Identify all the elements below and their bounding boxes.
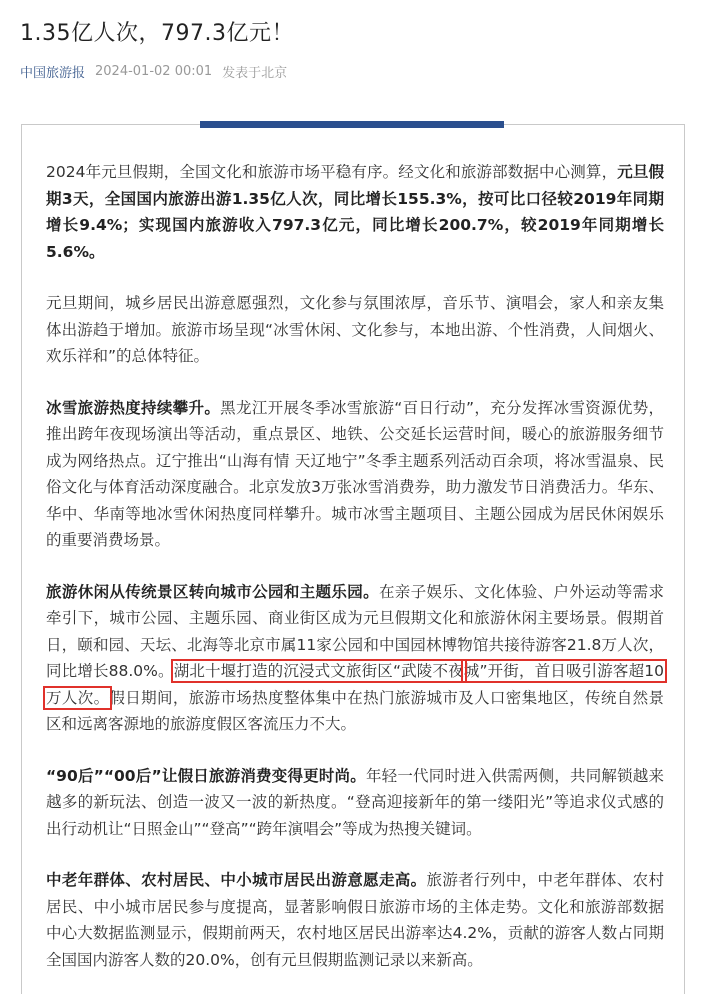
source-link[interactable]: 中国旅游报 (20, 66, 86, 81)
article-title: 1.35亿人次，797.3亿元！ (20, 21, 294, 46)
highlight-box-b: 城”开街，首日吸引游客超10万人次。 (46, 662, 664, 707)
frame-accent-bar (200, 121, 504, 128)
paragraph-4: 旅游休闲从传统景区转向城市公园和主题乐园。在亲子娱乐、文化体验、户外运动等需求牵引下，城市公园、主题乐园、商业街区成为元旦假期文化和旅游休闲主要场景。假期首日，颐和园、天坛、北海等北京市属11家公园和中国园林博物馆共接待游客21.8万人次，同比增长88.0%。湖北十堰打造的沉浸式文旅街区“武陵不夜城”开街，首日吸引游客超10万人次。假日期间，旅游市场热度整体集中在热门旅游城市及人口密集地区，传统自然景区和远离客源地的旅游度假区客流压力不大。 (46, 582, 664, 733)
paragraph-2: 元旦期间，城乡居民出游意愿强烈，文化参与氛围浓厚，音乐节、演唱会，家人和亲友集体出游趋于增加。旅游市场呈现“冰雪休闲、文化参与，本地出游、个性消费，人间烟火、欢乐祥和”的总体特征。 (46, 294, 664, 365)
paragraph-6: 中老年群体、农村居民、中小城市居民出游意愿走高。旅游者行列中，中老年群体、农村居民、中小城市居民参与度提高，显著影响假日旅游市场的主体走势。文化和旅游部数据中心大数据监测显示，假期前两天，农村地区居民出游率达4.2%，贡献的游客人数占同期全国国内游客人数的20.0%，创有元旦假期监测记录以来新高。 (46, 871, 664, 969)
highlight-box-a: 湖北十堰打造的沉浸式文旅街区“武陵不夜 (173, 662, 464, 680)
paragraph-3: 冰雪旅游热度持续攀升。黑龙江开展冬季冰雪旅游“百日行动”，充分发挥冰雪资源优势，推出跨年夜现场演出等活动，重点景区、地铁、公交延长运营时间，暖心的旅游服务细节成为网络热点。辽宁推出“山海有情 天辽地宁”冬季主题系列活动百余项，将冰雪温泉、民俗文化与体育活动深度融合。北京发放3万张冰雪消费券，助力激发节日消费活力。华东、华中、华南等地冰雪休闲热度同样攀升。城市冰雪主题项目、主题公园成为居民休闲娱乐的重要消费场景。 (46, 398, 664, 549)
publish-datetime: 2024-01-02 00:01 (95, 64, 213, 79)
paragraph-1: 2024年元旦假期，全国文化和旅游市场平稳有序。经文化和旅游部数据中心测算，元旦假期3天，全国国内旅游出游1.35亿人次，同比增长155.3%，按可比口径较2019年同期增长9.4%；实现国内旅游收入797.3亿元，同比增长200.7%，较2019年同期增长5.6%。 (46, 163, 664, 261)
article-body-frame (21, 124, 685, 994)
article-meta (20, 62, 287, 81)
publish-location: 发表于北京 (222, 66, 288, 81)
article-body (46, 159, 664, 998)
paragraph-5: “90后”“00后”让假日旅游消费变得更时尚。年轻一代同时进入供需两侧，共同解锁越来越多的新玩法、创造一波又一波的新热度。“登高迎接新年的第一缕阳光”等追求仪式感的出行动机让“日照金山”“登高”“跨年演唱会”等成为热搜关键词。 (46, 766, 664, 838)
